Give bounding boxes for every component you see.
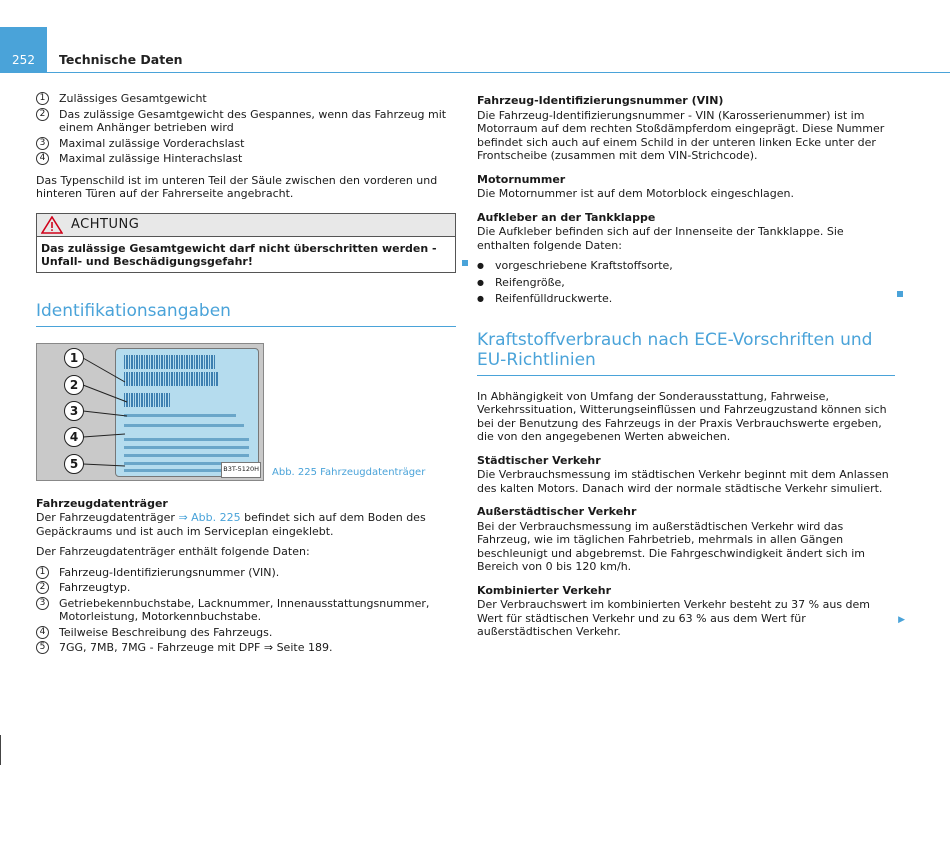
contains-paragraph: Der Fahrzeugdatenträger enthält folgende Daten: xyxy=(36,545,310,558)
margin-mark xyxy=(0,735,1,765)
callout-3: 3 xyxy=(64,401,84,421)
engine-number-paragraph: Die Motornummer ist auf dem Motorblock eingeschlagen. xyxy=(477,187,794,200)
warning-triangle-icon xyxy=(41,216,63,234)
number-circle: 3 xyxy=(36,597,49,610)
number-circle: 4 xyxy=(36,626,49,639)
subhead-data-carrier: Fahrzeugdatenträger xyxy=(36,496,168,510)
data-list xyxy=(36,566,456,655)
continue-arrow-icon: ▶ xyxy=(898,615,905,625)
consumption-intro: In Abhängigkeit von Umfang der Sonderausstattung, Fahrweise, Verkehrssituation, Witterungseinflüssen und Fahrzeugzustand können sich bei der Benutzung des Fahrzeugs in der Praxis Verbrauchswerte ergeben, die von den angegebenen Werten abweichen. xyxy=(477,389,887,443)
page-number: 252 xyxy=(0,27,47,73)
right-column xyxy=(477,92,905,646)
list-item: 3 Getriebekennbuchstabe, Lacknummer, Innenausstattungsnummer, Motorleistung, Motorkennbuchstabe. xyxy=(36,597,456,624)
callout-4: 4 xyxy=(64,427,84,447)
warning-text: Das zulässige Gesamtgewicht darf nicht überschritten werden - Unfall- und Beschädigungsgefahr! xyxy=(41,241,437,268)
number-circle: 2 xyxy=(36,108,49,121)
number-circle: 4 xyxy=(36,152,49,165)
typeplate-paragraph: Das Typenschild ist im unteren Teil der Säule zwischen den vorderen und hinteren Türen auf der Fahrerseite angebracht. xyxy=(36,173,438,200)
list-item: ● vorgeschriebene Kraftstoffsorte, xyxy=(477,259,897,273)
fuel-flap-list-wrap xyxy=(477,259,897,306)
warning-title: ACHTUNG xyxy=(71,216,140,232)
warning-header xyxy=(37,214,455,237)
section-title-fuel-consumption: Kraftstoffverbrauch nach ECE-Vorschriften und EU-Richtlinien xyxy=(477,330,895,376)
list-item: ● Reifenfülldruckwerte. xyxy=(477,292,897,306)
number-circle: 3 xyxy=(36,137,49,150)
number-circle: 1 xyxy=(36,566,49,579)
left-column xyxy=(36,92,456,663)
subhead-extra-urban: Außerstädtischer Verkehr xyxy=(477,505,637,518)
fuel-flap-list xyxy=(477,259,897,306)
subhead-vin: Fahrzeug-Identifizierungsnummer (VIN) xyxy=(477,94,724,107)
list-item: 4 Maximal zulässige Hinterachslast xyxy=(36,152,456,166)
subhead-fuel-flap-sticker: Aufkleber an der Tankklappe xyxy=(477,210,656,224)
number-circle: 2 xyxy=(36,581,49,594)
fuel-flap-paragraph: Die Aufkleber befinden sich auf der Innenseite der Tankklappe. Sie enthalten folgende Daten: xyxy=(477,225,844,252)
list-item: 1 Fahrzeug-Identifizierungsnummer (VIN). xyxy=(36,566,456,580)
list-item: 5 7GG, 7MB, 7MG - Fahrzeuge mit DPF ⇒ Seite 189. xyxy=(36,641,456,655)
number-circle: 5 xyxy=(36,641,49,654)
data-carrier-paragraph: Der Fahrzeugdatenträger ⇒ Abb. 225 befindet sich auf dem Boden des Gepäckraums und ist auch im Serviceplan eingeklebt. xyxy=(36,511,426,538)
figure-image xyxy=(36,343,264,481)
figure-reference-link[interactable]: ⇒ Abb. 225 xyxy=(178,511,241,524)
callout-1: 1 xyxy=(64,348,84,368)
figure-vehicle-data-carrier xyxy=(36,343,456,483)
figure-caption: Abb. 225 Fahrzeugdatenträger xyxy=(272,466,426,478)
section-title-identification: Identifikationsangaben xyxy=(36,301,456,327)
figure-code: B3T-5120H xyxy=(221,462,261,478)
combined-wrap xyxy=(477,598,905,639)
weight-list xyxy=(36,92,456,166)
vin-paragraph: Die Fahrzeug-Identifizierungsnummer - VIN (Karosserienummer) ist im Motorraum auf dem rechten Stoßdämpferdom eingeprägt. Diese Nummer befindet sich auch auf einem Schild in der unteren linken Ecke unter der Frontscheibe (zusammen mit dem VIN-Strichcode). xyxy=(477,108,885,162)
list-item: 1 Zulässiges Gesamtgewicht xyxy=(36,92,456,106)
list-item: 4 Teilweise Beschreibung des Fahrzeugs. xyxy=(36,626,456,640)
subhead-urban: Städtischer Verkehr xyxy=(477,453,601,467)
list-item: 3 Maximal zulässige Vorderachslast xyxy=(36,137,456,151)
list-item: 2 Das zulässige Gesamtgewicht des Gespannes, wenn das Fahrzeug mit einem Anhänger betrieben wird xyxy=(36,108,456,135)
end-square-icon xyxy=(897,291,903,297)
combined-paragraph: Der Verbrauchswert im kombinierten Verkehr besteht zu 37 % aus dem Wert für städtischen Verkehr und zu 63 % aus dem Wert für außerstädtischen Verkehr. xyxy=(477,598,871,638)
warning-box xyxy=(36,213,456,273)
end-square-icon xyxy=(462,260,468,266)
callout-5: 5 xyxy=(64,454,84,474)
number-circle: 1 xyxy=(36,92,49,105)
subhead-combined: Kombinierter Verkehr xyxy=(477,583,611,597)
list-item: ● Reifengröße, xyxy=(477,276,897,290)
callout-2: 2 xyxy=(64,375,84,395)
list-item: 2 Fahrzeugtyp. xyxy=(36,581,456,595)
header-rule xyxy=(47,72,950,73)
page-header-title: Technische Daten xyxy=(59,52,183,67)
subhead-engine-number: Motornummer xyxy=(477,172,566,186)
urban-paragraph: Die Verbrauchsmessung im städtischen Verkehr beginnt mit dem Anlassen des kalten Motors. Danach wird der normale städtische Verkehr simuliert. xyxy=(477,468,889,495)
extra-urban-paragraph: Bei der Verbrauchsmessung im außerstädtischen Verkehr wird das Fahrzeug, wie im täglichen Fahrbetrieb, mehrmals in allen Gängen beschleunigt und abgebremst. Die Fahrgeschwindigkeit ändert sich im Bereich von 0 bis 120 km/h. xyxy=(477,519,865,573)
